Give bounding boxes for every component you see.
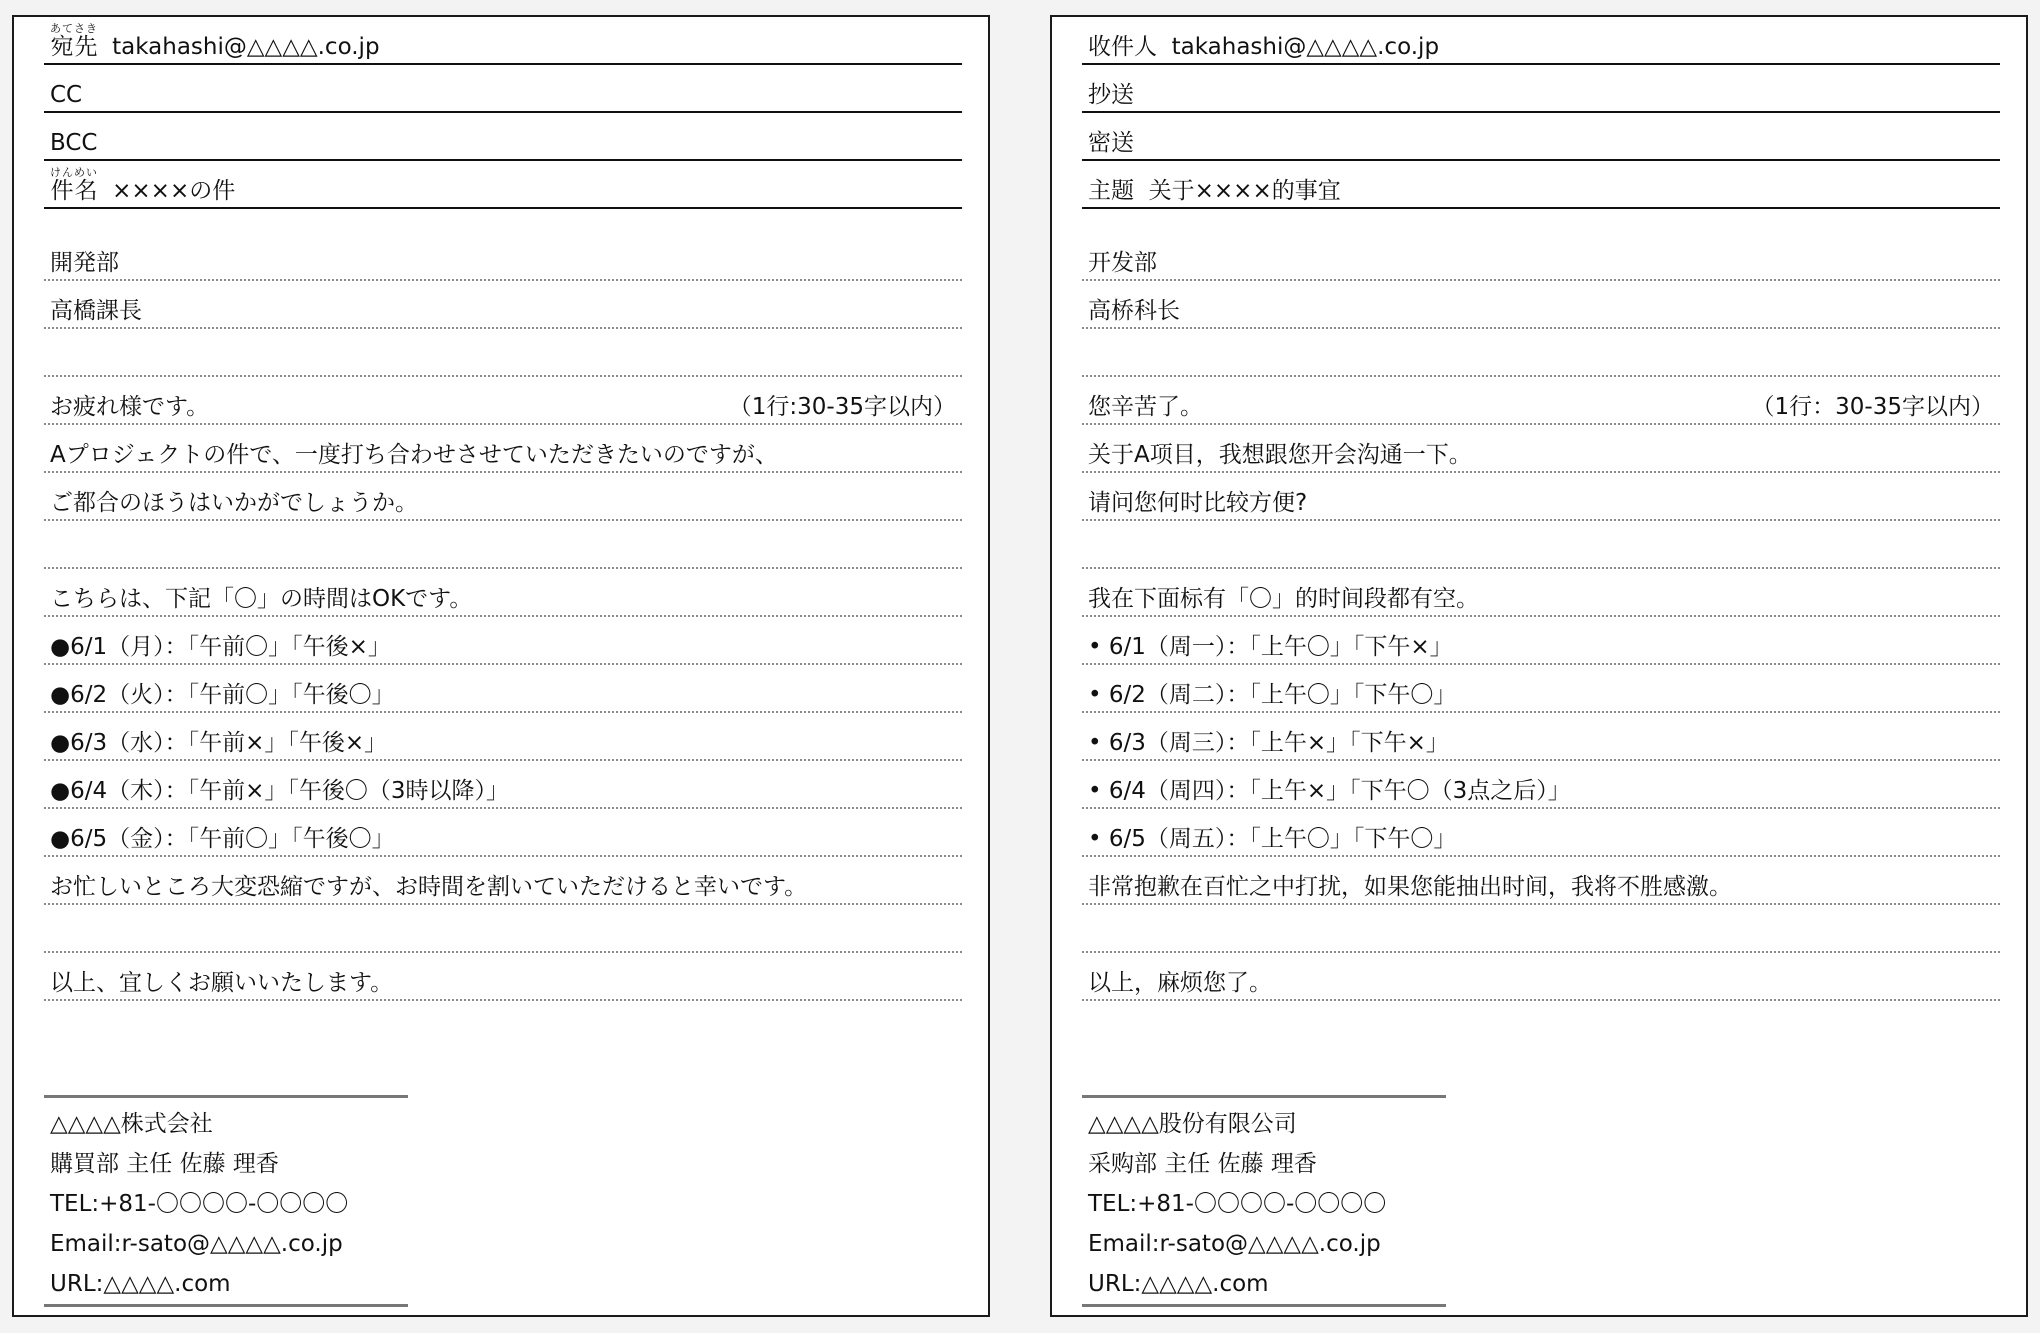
body-text-2: ご都合のほうはいかがでしょうか。: [50, 490, 418, 516]
body-row-1: [44, 425, 962, 473]
schedule-item: ●6/3（水）：「午前×」「午後×」: [50, 730, 388, 756]
signature-email: Email:r-sato@△△△△.co.jp: [50, 1231, 343, 1257]
schedule-item: ●6/1（月）：「午前〇」「午後×」: [50, 634, 391, 660]
schedule-item: ●6/4（木）：「午前×」「午後〇（3時以降）」: [50, 778, 509, 804]
signature-company: △△△△股份有限公司: [1088, 1111, 1297, 1137]
body-row-2: [1082, 473, 2000, 521]
schedule-item: ●6/2（火）：「午前〇」「午後〇」: [50, 682, 395, 708]
to-value: takahashi@△△△△.co.jp: [1171, 34, 1440, 60]
signature-url: URL:△△△△.com: [1088, 1271, 1269, 1297]
signature-tel: TEL:+81-〇〇〇〇-〇〇〇〇: [1088, 1191, 1387, 1217]
schedule-item: • 6/3（周三）：「上午×」「下午×」: [1088, 730, 1449, 756]
closing-text: 以上、宜しくお願いいたします。: [50, 970, 394, 996]
availability-text: 我在下面标有「〇」的时间段都有空。: [1088, 586, 1479, 612]
recipient-row: [44, 281, 962, 329]
signature-tel: TEL:+81-〇〇〇〇-〇〇〇〇: [50, 1191, 349, 1217]
blank-row: [44, 521, 962, 569]
signature-company: △△△△株式会社: [50, 1111, 213, 1137]
recipient-text: 高橋課長: [50, 298, 142, 324]
blank-row: [44, 329, 962, 377]
availability-row: [44, 569, 962, 617]
apology-text: 非常抱歉在百忙之中打扰，如果您能抽出时间，我将不胜感激。: [1088, 874, 1732, 900]
subject-value: ××××の件: [112, 178, 236, 204]
availability-row: [1082, 569, 2000, 617]
body-text-1: Aプロジェクトの件で、一度打ち合わせさせていただきたいのですが、: [50, 442, 778, 468]
apology-row: [1082, 857, 2000, 905]
line-note: （1行：30-35字以内）: [1751, 394, 1994, 420]
bcc-label: 密送: [1088, 130, 1134, 156]
schedule-row: [44, 761, 962, 809]
signature-title: 采购部 主任 佐藤 理香: [1088, 1151, 1317, 1177]
schedule-row: [1082, 713, 2000, 761]
schedule-row: [44, 809, 962, 857]
recipient-text: 高桥科长: [1088, 298, 1180, 324]
body-row-2: [44, 473, 962, 521]
schedule-row: [1082, 761, 2000, 809]
japanese-email-template: [12, 15, 990, 1317]
to-label: 收件人: [1088, 34, 1157, 60]
subject-label: 主题: [1088, 178, 1134, 204]
body-text-2: 请问您何时比较方便?: [1088, 490, 1308, 516]
line-note: （1行:30-35字以内）: [728, 394, 956, 420]
schedule-row: [1082, 617, 2000, 665]
to-row: [44, 17, 962, 65]
subject-row: [44, 161, 962, 209]
schedule-item: • 6/2（周二）：「上午〇」「下午〇」: [1088, 682, 1457, 708]
schedule-item: • 6/5（周五）：「上午〇」「下午〇」: [1088, 826, 1457, 852]
body-row-1: [1082, 425, 2000, 473]
schedule-row: [44, 713, 962, 761]
signature-url: URL:△△△△.com: [50, 1271, 231, 1297]
subject-value: 关于××××的事宜: [1148, 178, 1341, 204]
japanese-email-rows: [44, 17, 962, 1001]
schedule-row: [1082, 665, 2000, 713]
closing-text: 以上，麻烦您了。: [1088, 970, 1272, 996]
schedule-item: • 6/4（周四）：「上午×」「下午〇（3点之后）」: [1088, 778, 1571, 804]
greeting-row: [1082, 377, 2000, 425]
schedule-row: [44, 665, 962, 713]
department-text: 开发部: [1088, 250, 1157, 276]
chinese-email-rows: [1082, 17, 2000, 1001]
to-label: 宛先あてさき: [50, 22, 98, 60]
to-row: [1082, 17, 2000, 65]
bcc-row: [1082, 113, 2000, 161]
bcc-label: BCC: [50, 130, 98, 156]
greeting-text: お疲れ様です。: [50, 394, 210, 420]
subject-label: 件名けんめい: [50, 166, 98, 204]
to-value: takahashi@△△△△.co.jp: [112, 34, 380, 60]
signature-block: [1082, 1095, 1446, 1307]
body-text-1: 关于A项目，我想跟您开会沟通一下。: [1088, 442, 1472, 468]
schedule-item: • 6/1（周一）：「上午〇」「下午×」: [1088, 634, 1453, 660]
greeting-text: 您辛苦了。: [1088, 394, 1203, 420]
recipient-row: [1082, 281, 2000, 329]
blank-row: [1082, 905, 2000, 953]
schedule-row: [1082, 809, 2000, 857]
department-text: 開発部: [50, 250, 119, 276]
signature-block: [44, 1095, 408, 1307]
cc-row: [1082, 65, 2000, 113]
department-row: [44, 209, 962, 281]
apology-row: [44, 857, 962, 905]
cc-row: [44, 65, 962, 113]
bcc-row: [44, 113, 962, 161]
chinese-email-template: [1050, 15, 2028, 1317]
blank-row: [1082, 521, 2000, 569]
cc-label: CC: [50, 82, 83, 108]
schedule-item: ●6/5（金）：「午前〇」「午後〇」: [50, 826, 395, 852]
signature-email: Email:r-sato@△△△△.co.jp: [1088, 1231, 1381, 1257]
greeting-row: [44, 377, 962, 425]
blank-row: [1082, 329, 2000, 377]
department-row: [1082, 209, 2000, 281]
availability-text: こちらは、下記「〇」の時間はOKです。: [50, 586, 473, 612]
signature-title: 購買部 主任 佐藤 理香: [50, 1151, 279, 1177]
apology-text: お忙しいところ大変恐縮ですが、お時間を割いていただけると幸いです。: [50, 874, 808, 900]
cc-label: 抄送: [1088, 82, 1134, 108]
closing-row: [1082, 953, 2000, 1001]
subject-row: [1082, 161, 2000, 209]
schedule-row: [44, 617, 962, 665]
blank-row: [44, 905, 962, 953]
closing-row: [44, 953, 962, 1001]
